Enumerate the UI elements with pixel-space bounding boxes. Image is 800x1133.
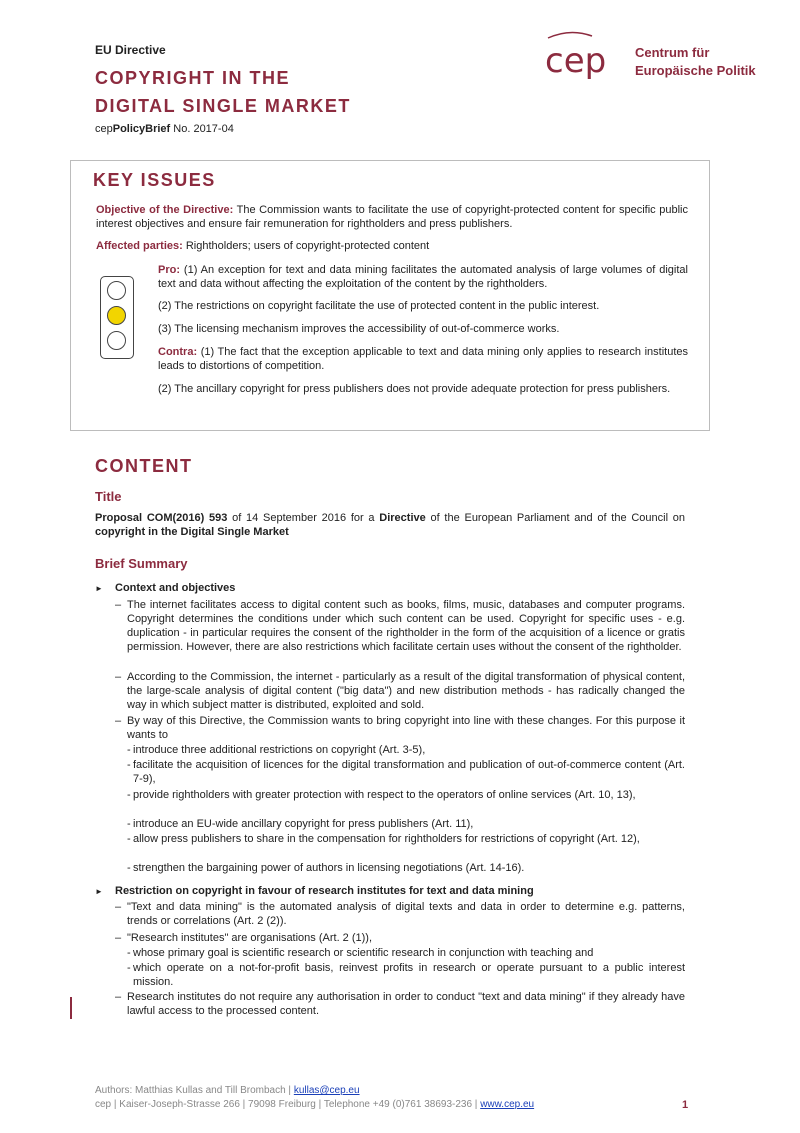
brief-bold: PolicyBrief (112, 123, 171, 135)
change-bar (70, 997, 72, 1019)
sub-bullet: - (127, 759, 131, 771)
brief-prefix: cep (95, 123, 113, 135)
list-item (115, 598, 685, 654)
objective-text: The Commission wants to facilitate the use of copyright-protected content for specific public interest objectives and ensure fair remuneration for rightholders and press publishers. (96, 204, 688, 230)
list-item (115, 714, 685, 742)
sub-list-text: introduce three additional restrictions on copyright (Art. 3-5), (133, 744, 426, 756)
key-issues-box (70, 160, 710, 431)
sub-list-item (127, 961, 685, 989)
footer-website-link[interactable]: www.cep.eu (480, 1099, 535, 1110)
list-item-text: Research institutes do not require any authorisation in order to conduct "text and data mining" if they already have lawful access to the processed content. (127, 991, 685, 1017)
list-item (115, 990, 685, 1018)
cep-logo (540, 30, 760, 90)
footer-email-link[interactable]: kullas@cep.eu (293, 1085, 360, 1096)
dash-bullet: – (115, 991, 122, 1003)
affected-paragraph (96, 239, 688, 253)
policy-brief-number (95, 122, 234, 136)
dash-bullet: – (115, 671, 122, 683)
page-number: 1 (682, 1099, 689, 1111)
sub-list-text: whose primary goal is scientific research or scientific research in conjunction with teaching and (133, 947, 594, 959)
dash-bullet: – (115, 599, 122, 611)
sub-bullet: - (127, 833, 131, 845)
pro-3: (3) The licensing mechanism improves the accessibility of out-of-commerce works. (158, 323, 560, 335)
sub-bullet: - (127, 862, 131, 874)
affected-label: Affected parties: (96, 240, 183, 252)
sub-list-text: introduce an EU-wide ancillary copyright for press publishers (Art. 11), (133, 818, 474, 830)
sub-list-text: allow press publishers to share in the compensation for rightholders for restrictions of copyright (Art. 12), (133, 833, 640, 845)
key-issues-title: KEY ISSUES (93, 170, 216, 190)
logo-mark: cep (545, 41, 607, 81)
list-item (115, 900, 685, 928)
sub-bullet: - (127, 947, 131, 959)
contra-1 (158, 345, 688, 373)
sub-list-text: facilitate the acquisition of licences for the digital transformation and publication of out-of-commerce content (Art. 7-9), (133, 759, 685, 785)
section-2-title: Restriction on copyright in favour of research institutes for text and data mining (115, 885, 534, 897)
proposal-id: Proposal COM(2016) 593 (95, 512, 228, 524)
footer-address (95, 1098, 534, 1112)
title-line-1: COPYRIGHT IN THE (95, 68, 291, 88)
sub-list-text: which operate on a not-for-profit basis, reinvest profits in research or operate pursuant to a public interest mission. (133, 962, 685, 988)
footer-authors (95, 1084, 360, 1098)
footer-address-text: cep | Kaiser-Joseph-Strasse 266 | 79098 Freiburg | Telephone +49 (0)761 38693-236 | (95, 1099, 481, 1110)
dash-bullet: – (115, 715, 122, 727)
triangle-bullet-icon: ► (95, 887, 103, 896)
sub-list-text: provide rightholders with greater protection with respect to the operators of online services (Art. 10, 13), (133, 789, 636, 801)
section-1-title: Context and objectives (115, 582, 236, 594)
cep-logo-icon (540, 30, 630, 90)
footer-authors-text: Authors: Matthias Kullas and Till Brombach | (95, 1085, 294, 1096)
traffic-light-red-lamp (107, 281, 126, 300)
content-heading: CONTENT (95, 456, 193, 476)
brief-number: No. 2017-04 (170, 123, 234, 135)
sub-list-text: strengthen the bargaining power of authors in licensing negotiations (Art. 14-16). (133, 862, 525, 874)
contra-2: (2) The ancillary copyright for press publishers does not provide adequate protection for press publishers. (158, 383, 671, 395)
sub-list-item (127, 817, 685, 831)
traffic-light-green-lamp (107, 331, 126, 350)
list-item (115, 931, 685, 945)
document-title (95, 64, 351, 120)
contra-1-text: (1) The fact that the exception applicable to text and data mining only applies to research institutes leads to distortions of competition. (158, 346, 688, 372)
proposal-directive: Directive (379, 512, 426, 524)
pro-label: Pro: (158, 264, 180, 276)
title-line-2: DIGITAL SINGLE MARKET (95, 96, 351, 116)
triangle-bullet-icon: ► (95, 584, 103, 593)
affected-text: Rightholders; users of copyright-protected content (182, 240, 430, 252)
list-item (115, 670, 685, 712)
sub-list-item (127, 946, 685, 960)
sub-bullet: - (127, 789, 131, 801)
title-heading: Title (95, 489, 122, 504)
list-item-text: The internet facilitates access to digital content such as books, films, music, databases and computer programs. Copyright determines the conditions under which such content can be used. Copyright for specific uses - e.g. duplication - in particular requires the consent of the rightholder in the form of the acquisition of a licence or gratis permission. However, there are also restrictions which facilitate certain uses without the consent of the rightholder. (127, 599, 685, 653)
dash-bullet: – (115, 932, 122, 944)
proposal-text-2: of the European Parliament and of the Council on (425, 512, 685, 524)
sub-list-item (127, 758, 685, 786)
document-category: EU Directive (95, 43, 166, 57)
sub-bullet: - (127, 962, 131, 974)
pro-1-text: (1) An exception for text and data mining facilitates the automated analysis of large volumes of digital text and data without affecting the exploitation of the content by the rightholders. (158, 264, 688, 290)
list-item-text: "Text and data mining" is the automated analysis of digital texts and data in order to determine e.g. patterns, trends or correlations (Art. 2 (2)). (127, 901, 685, 927)
pro-2: (2) The restrictions on copyright facilitate the use of protected content in the public interest. (158, 300, 600, 312)
objective-label: Objective of the Directive: (96, 204, 234, 216)
section-context-objectives (95, 581, 235, 596)
proposal-text-1: of 14 September 2016 for a (227, 512, 380, 524)
pro-1 (158, 263, 688, 291)
list-item-text: According to the Commission, the internet - particularly as a result of the digital transformation of physical content, the large-scale analysis of digital content ("big data") and new distribution methods - has radically changed the way in which subject matter is distributed, exploited and sold. (127, 671, 685, 711)
proposal-subject: copyright in the Digital Single Market (95, 526, 289, 538)
list-item-text: By way of this Directive, the Commission wants to bring copyright into line with these changes. For this purpose it wants to (127, 715, 685, 741)
logo-text (635, 44, 756, 80)
proposal-title (95, 511, 685, 539)
sub-list-item (127, 861, 685, 875)
sub-list-item (127, 743, 685, 757)
brief-summary-heading: Brief Summary (95, 556, 188, 571)
traffic-light-icon (100, 276, 134, 359)
contra-label: Contra: (158, 346, 198, 358)
objective-paragraph (96, 203, 688, 231)
sub-list-item (127, 788, 685, 802)
dash-bullet: – (115, 901, 122, 913)
list-item-text: "Research institutes" are organisations (Art. 2 (1)), (127, 932, 373, 944)
traffic-light-yellow-lamp (107, 306, 126, 325)
sub-bullet: - (127, 744, 131, 756)
sub-list-item (127, 832, 685, 846)
logo-line-1: Centrum für (635, 45, 710, 60)
section-research-restriction (95, 884, 534, 899)
sub-bullet: - (127, 818, 131, 830)
logo-line-2: Europäische Politik (635, 63, 756, 78)
